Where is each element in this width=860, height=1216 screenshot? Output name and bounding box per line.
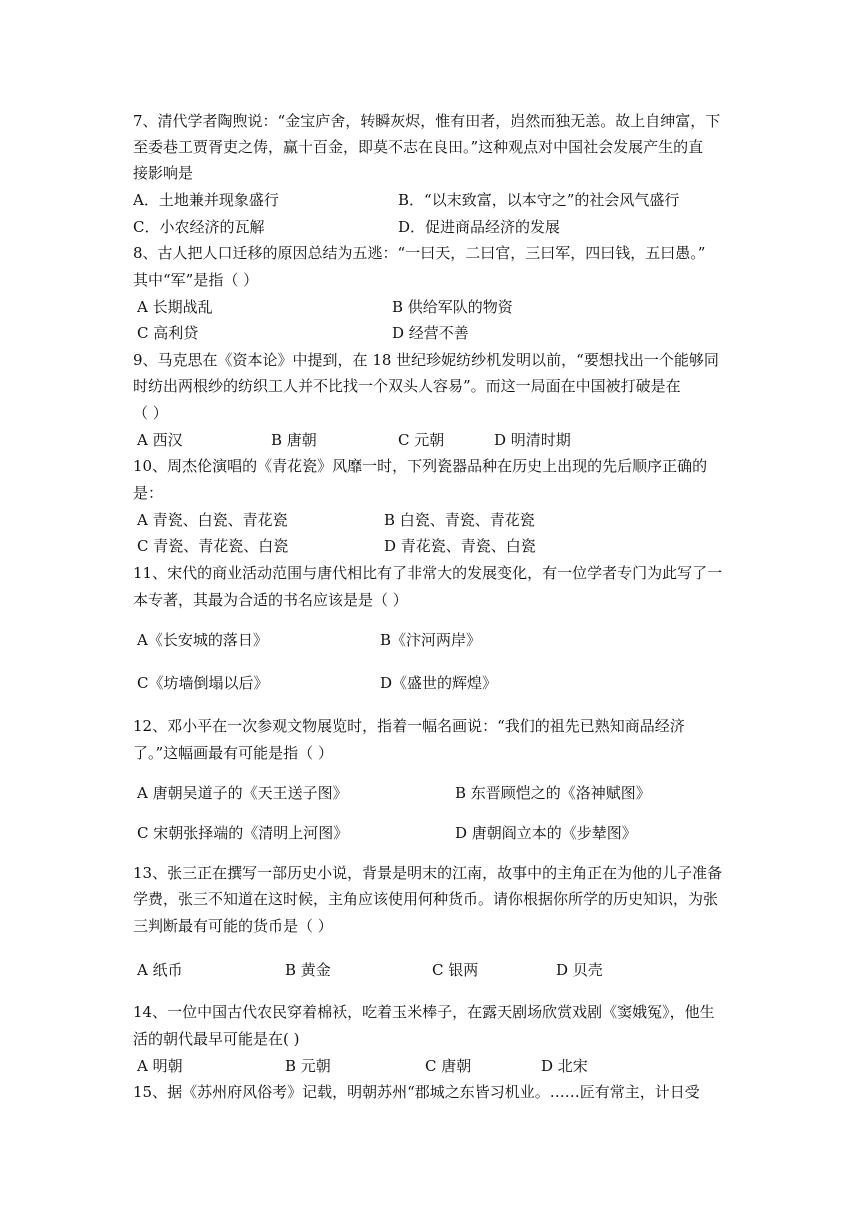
question-14-option-a: A 明朝 [137, 1057, 183, 1075]
question-12-option-a: A 唐朝吴道子的《天王送子图》 [137, 784, 348, 802]
question-11-option-d: D《盛世的辉煌》 [380, 674, 498, 692]
question-7-option-b: B．“以末致富，以本守之”的社会风气盛行 [398, 191, 680, 209]
question-9-line-3: （ ） [133, 404, 168, 422]
question-8-line-1: 8、古人把人口迁移的原因总结为五逃：“一曰天，二曰官，三曰军，四曰钱，五曰愚。” [133, 244, 706, 262]
question-14-line-2: 活的朝代最早可能是在( ) [133, 1030, 300, 1048]
question-8-line-2: 其中“军”是指（ ） [133, 271, 259, 289]
question-12-option-d: D 唐朝阎立本的《步辇图》 [455, 824, 637, 842]
question-14-option-b: B 元朝 [285, 1057, 331, 1075]
question-14-option-d: D 北宋 [541, 1057, 588, 1075]
question-13-line-1: 13、张三正在撰写一部历史小说，背景是明末的江南，故事中的主角正在为他的儿子准备 [133, 864, 723, 882]
question-7-option-a: A．土地兼并现象盛行 [133, 191, 279, 209]
question-13-option-b: B 黄金 [285, 961, 331, 979]
question-13-option-c: C 银两 [432, 961, 479, 979]
question-9-option-a: A 西汉 [137, 431, 183, 449]
question-14-line-1: 14、一位中国古代农民穿着棉袄，吃着玉米棒子，在露天剧场欣赏戏剧《窦娥冤》，他生 [133, 1003, 715, 1021]
question-11-line-2: 本专著，其最为合适的书名应该是是（ ） [133, 591, 408, 609]
question-10-line-2: 是： [133, 484, 164, 502]
question-13-line-3: 三判断最有可能的货币是（ ） [133, 917, 333, 935]
question-11-line-1: 11、宋代的商业活动范围与唐代相比有了非常大的发展变化，有一位学者专门为此写了一 [133, 564, 723, 582]
question-9-option-c: C 元朝 [398, 431, 445, 449]
question-9-option-b: B 唐朝 [271, 431, 317, 449]
question-12-line-1: 12、邓小平在一次参观文物展览时，指着一幅名画说：“我们的祖先已熟知商品经济 [133, 717, 685, 735]
question-8-option-b: B 供给军队的物资 [392, 298, 513, 316]
question-7-line-1: 7、清代学者陶煦说：“金宝庐舍，转瞬灰烬，惟有田者，岿然而独无恙。故上自绅富，下 [133, 112, 721, 130]
question-11-option-c: C《坊墙倒塌以后》 [137, 674, 269, 692]
question-10-option-a: A 青瓷、白瓷、青花瓷 [137, 511, 288, 529]
question-10-line-1: 10、周杰伦演唱的《青花瓷》风靡一时，下列瓷器品种在历史上出现的先后顺序正确的 [133, 457, 708, 475]
question-10-option-b: B 白瓷、青瓷、青花瓷 [384, 511, 535, 529]
question-7-line-3: 接影响是 [133, 164, 194, 182]
question-10-option-c: C 青瓷、青花瓷、白瓷 [137, 537, 289, 555]
question-8-option-a: A 长期战乱 [137, 298, 213, 316]
question-13-option-a: A 纸币 [137, 961, 183, 979]
question-12-option-b: B 东晋顾恺之的《洛神赋图》 [455, 784, 651, 802]
question-11-option-a: A《长安城的落日》 [137, 631, 268, 649]
question-14-option-c: C 唐朝 [425, 1057, 472, 1075]
question-9-line-2: 时纺出两根纱的纺织工人并不比找一个双头人容易”。而这一局面在中国被打破是在 [133, 377, 681, 395]
question-7-line-2: 至委巷工贾胥吏之俦，赢十百金，即莫不志在良田。”这种观点对中国社会发展产生的直 [133, 138, 704, 156]
question-9-line-1: 9、马克思在《资本论》中提到，在 18 世纪珍妮纺纱机发明以前，“要想找出一个能够同 [133, 351, 719, 369]
question-7-option-d: D．促进商品经济的发展 [398, 218, 561, 236]
question-9-option-d: D 明清时期 [494, 431, 571, 449]
question-10-option-d: D 青花瓷、青瓷、白瓷 [384, 537, 536, 555]
question-7-option-c: C．小农经济的瓦解 [133, 218, 265, 236]
question-8-option-c: C 高利贷 [137, 324, 199, 342]
question-13-option-d: D 贝壳 [556, 961, 603, 979]
question-13-line-2: 学费，张三不知道在这时候，主角应该使用何种货币。请你根据你所学的历史知识，为张 [133, 890, 719, 908]
question-12-option-c: C 宋朝张择端的《清明上河图》 [137, 824, 349, 842]
question-8-option-d: D 经营不善 [392, 324, 469, 342]
question-12-line-2: 了。”这幅画最有可能是指（ ） [133, 744, 333, 762]
question-11-option-b: B《汴河两岸》 [380, 631, 482, 649]
question-15-line-1: 15、据《苏州府风俗考》记载，明朝苏州“郡城之东皆习机业。……匠有常主，计日受 [133, 1083, 700, 1101]
